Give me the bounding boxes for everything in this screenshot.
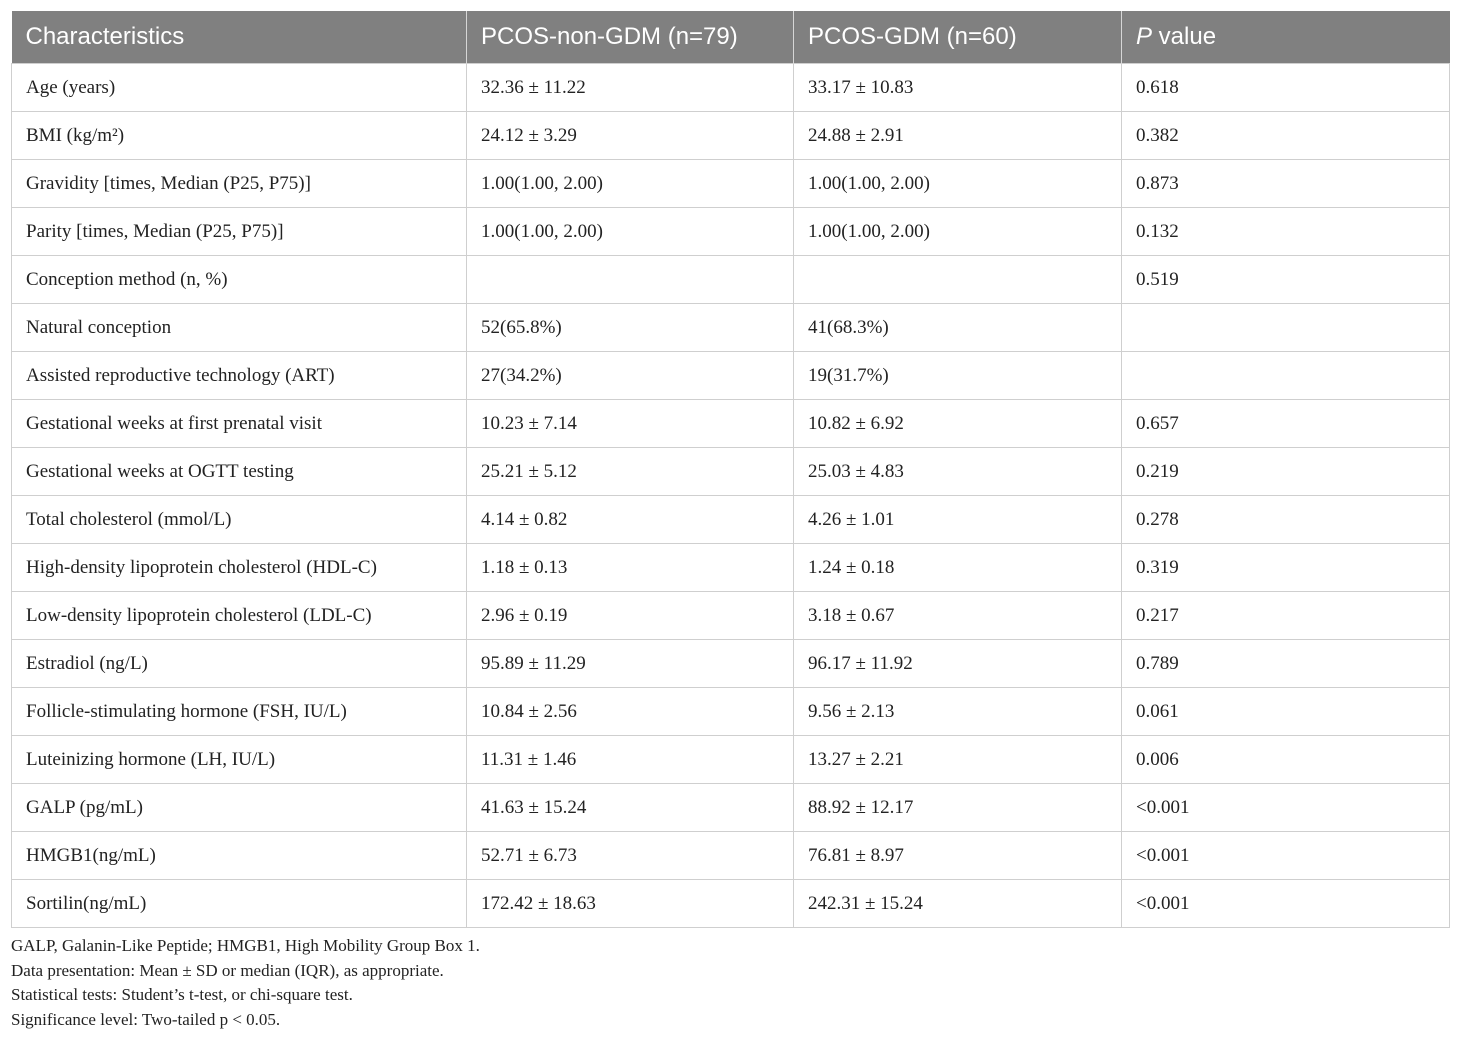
gdm-cell: 19(31.7%) bbox=[794, 352, 1122, 400]
gdm-cell: 76.81 ± 8.97 bbox=[794, 832, 1122, 880]
gdm-cell: 3.18 ± 0.67 bbox=[794, 592, 1122, 640]
header-p-italic: P bbox=[1136, 23, 1153, 50]
p-value-cell: 0.319 bbox=[1122, 544, 1450, 592]
characteristic-cell: Low-density lipoprotein cholesterol (LDL-C) bbox=[12, 592, 467, 640]
gdm-cell: 24.88 ± 2.91 bbox=[794, 112, 1122, 160]
non-gdm-cell: 10.84 ± 2.56 bbox=[467, 688, 794, 736]
non-gdm-cell: 11.31 ± 1.46 bbox=[467, 736, 794, 784]
header-characteristics: Characteristics bbox=[12, 11, 467, 64]
characteristic-cell: Estradiol (ng/L) bbox=[12, 640, 467, 688]
characteristic-cell: GALP (pg/mL) bbox=[12, 784, 467, 832]
header-pcos-non-gdm: PCOS-non-GDM (n=79) bbox=[467, 11, 794, 64]
characteristic-cell: Follicle-stimulating hormone (FSH, IU/L) bbox=[12, 688, 467, 736]
p-value-cell: 0.006 bbox=[1122, 736, 1450, 784]
gdm-cell: 9.56 ± 2.13 bbox=[794, 688, 1122, 736]
gdm-cell: 242.31 ± 15.24 bbox=[794, 880, 1122, 928]
p-value-cell: 0.217 bbox=[1122, 592, 1450, 640]
footnote-line: Data presentation: Mean ± SD or median (IQR), as appropriate. bbox=[11, 960, 444, 980]
p-value-cell: 0.519 bbox=[1122, 256, 1450, 304]
table-row bbox=[12, 352, 1450, 400]
non-gdm-cell: 41.63 ± 15.24 bbox=[467, 784, 794, 832]
non-gdm-cell: 1.00(1.00, 2.00) bbox=[467, 208, 794, 256]
table-row bbox=[12, 64, 1450, 112]
non-gdm-cell: 52.71 ± 6.73 bbox=[467, 832, 794, 880]
p-value-cell bbox=[1122, 352, 1450, 400]
gdm-cell: 1.00(1.00, 2.00) bbox=[794, 208, 1122, 256]
p-value-cell: 0.219 bbox=[1122, 448, 1450, 496]
non-gdm-cell: 52(65.8%) bbox=[467, 304, 794, 352]
table-footnotes bbox=[11, 934, 480, 1032]
table-header bbox=[12, 11, 1450, 64]
header-p-rest: value bbox=[1152, 23, 1217, 50]
characteristic-cell: Total cholesterol (mmol/L) bbox=[12, 496, 467, 544]
non-gdm-cell: 2.96 ± 0.19 bbox=[467, 592, 794, 640]
footnote-line: Statistical tests: Student’s t-test, or chi-square test. bbox=[11, 985, 353, 1004]
characteristic-cell: Natural conception bbox=[12, 304, 467, 352]
p-value-cell: 0.382 bbox=[1122, 112, 1450, 160]
header-row bbox=[12, 11, 1450, 64]
table-row bbox=[12, 784, 1450, 832]
table-row bbox=[12, 496, 1450, 544]
characteristic-cell: Luteinizing hormone (LH, IU/L) bbox=[12, 736, 467, 784]
p-value-cell: 0.657 bbox=[1122, 400, 1450, 448]
table-row bbox=[12, 208, 1450, 256]
non-gdm-cell: 24.12 ± 3.29 bbox=[467, 112, 794, 160]
characteristic-cell: Conception method (n, %) bbox=[12, 256, 467, 304]
p-value-cell: 0.061 bbox=[1122, 688, 1450, 736]
table-row bbox=[12, 640, 1450, 688]
gdm-cell bbox=[794, 256, 1122, 304]
characteristic-cell: Gestational weeks at first prenatal visit bbox=[12, 400, 467, 448]
non-gdm-cell: 10.23 ± 7.14 bbox=[467, 400, 794, 448]
header-pcos-gdm: PCOS-GDM (n=60) bbox=[794, 11, 1122, 64]
non-gdm-cell bbox=[467, 256, 794, 304]
p-value-cell bbox=[1122, 304, 1450, 352]
p-value-cell: <0.001 bbox=[1122, 880, 1450, 928]
header-p-value bbox=[1122, 11, 1450, 64]
table-row bbox=[12, 400, 1450, 448]
table-row bbox=[12, 832, 1450, 880]
table-row bbox=[12, 448, 1450, 496]
table-row bbox=[12, 592, 1450, 640]
characteristic-cell: Assisted reproductive technology (ART) bbox=[12, 352, 467, 400]
gdm-cell: 4.26 ± 1.01 bbox=[794, 496, 1122, 544]
characteristic-cell: High-density lipoprotein cholesterol (HDL-C) bbox=[12, 544, 467, 592]
gdm-cell: 25.03 ± 4.83 bbox=[794, 448, 1122, 496]
table-body bbox=[12, 64, 1450, 928]
non-gdm-cell: 1.18 ± 0.13 bbox=[467, 544, 794, 592]
table-row bbox=[12, 544, 1450, 592]
p-value-cell: 0.132 bbox=[1122, 208, 1450, 256]
table-row bbox=[12, 736, 1450, 784]
table-row bbox=[12, 880, 1450, 928]
characteristic-cell: HMGB1(ng/mL) bbox=[12, 832, 467, 880]
table-row bbox=[12, 688, 1450, 736]
gdm-cell: 33.17 ± 10.83 bbox=[794, 64, 1122, 112]
gdm-cell: 1.00(1.00, 2.00) bbox=[794, 160, 1122, 208]
characteristic-cell: Gestational weeks at OGTT testing bbox=[12, 448, 467, 496]
non-gdm-cell: 95.89 ± 11.29 bbox=[467, 640, 794, 688]
p-value-cell: <0.001 bbox=[1122, 832, 1450, 880]
characteristic-cell: Gravidity [times, Median (P25, P75)] bbox=[12, 160, 467, 208]
gdm-cell: 1.24 ± 0.18 bbox=[794, 544, 1122, 592]
footnote-line: Significance level: Two-tailed p < 0.05. bbox=[11, 1009, 281, 1029]
gdm-cell: 41(68.3%) bbox=[794, 304, 1122, 352]
characteristic-cell: Age (years) bbox=[12, 64, 467, 112]
table-row bbox=[12, 160, 1450, 208]
characteristic-cell: Parity [times, Median (P25, P75)] bbox=[12, 208, 467, 256]
characteristics-table-container bbox=[11, 11, 1449, 928]
table-row bbox=[12, 112, 1450, 160]
p-value-cell: 0.873 bbox=[1122, 160, 1450, 208]
table-row bbox=[12, 256, 1450, 304]
characteristic-cell: BMI (kg/m²) bbox=[12, 112, 467, 160]
non-gdm-cell: 32.36 ± 11.22 bbox=[467, 64, 794, 112]
gdm-cell: 13.27 ± 2.21 bbox=[794, 736, 1122, 784]
p-value-cell: 0.789 bbox=[1122, 640, 1450, 688]
characteristic-cell: Sortilin(ng/mL) bbox=[12, 880, 467, 928]
p-value-cell: 0.278 bbox=[1122, 496, 1450, 544]
gdm-cell: 96.17 ± 11.92 bbox=[794, 640, 1122, 688]
non-gdm-cell: 172.42 ± 18.63 bbox=[467, 880, 794, 928]
non-gdm-cell: 1.00(1.00, 2.00) bbox=[467, 160, 794, 208]
p-value-cell: 0.618 bbox=[1122, 64, 1450, 112]
gdm-cell: 10.82 ± 6.92 bbox=[794, 400, 1122, 448]
non-gdm-cell: 4.14 ± 0.82 bbox=[467, 496, 794, 544]
non-gdm-cell: 25.21 ± 5.12 bbox=[467, 448, 794, 496]
p-value-cell: <0.001 bbox=[1122, 784, 1450, 832]
table-row bbox=[12, 304, 1450, 352]
footnote-line: GALP, Galanin-Like Peptide; HMGB1, High Mobility Group Box 1. bbox=[11, 936, 480, 955]
gdm-cell: 88.92 ± 12.17 bbox=[794, 784, 1122, 832]
characteristics-table bbox=[11, 11, 1450, 928]
non-gdm-cell: 27(34.2%) bbox=[467, 352, 794, 400]
